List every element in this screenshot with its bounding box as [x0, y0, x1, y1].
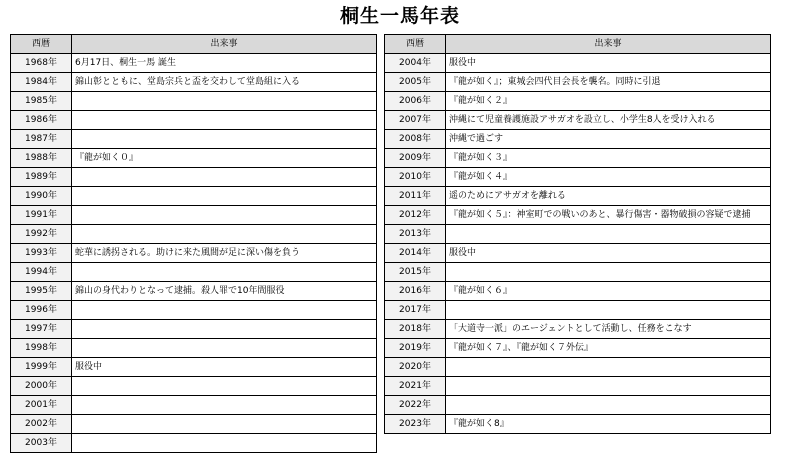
year-cell: 1995年: [11, 282, 72, 301]
event-cell: 『龍が如く8』: [446, 415, 771, 434]
event-cell: [72, 187, 377, 206]
right-header-row: [385, 35, 771, 54]
event-cell: [72, 225, 377, 244]
table-row: [11, 263, 377, 282]
left-timeline-table: [10, 34, 377, 453]
table-row: [11, 206, 377, 225]
event-cell: 錦山彰とともに、堂島宗兵と盃を交わして堂島組に入る: [72, 73, 377, 92]
left-table-body: [11, 54, 377, 453]
year-cell: 2000年: [11, 377, 72, 396]
event-cell: [72, 339, 377, 358]
year-cell: 2005年: [385, 73, 446, 92]
event-cell: 『龍が如く６』: [446, 282, 771, 301]
event-cell: [72, 263, 377, 282]
event-cell: [72, 377, 377, 396]
year-cell: 2016年: [385, 282, 446, 301]
event-cell: [72, 130, 377, 149]
table-row: [11, 149, 377, 168]
year-cell: 2015年: [385, 263, 446, 282]
year-cell: 1996年: [11, 301, 72, 320]
event-cell: 服役中: [446, 54, 771, 73]
event-cell: [446, 301, 771, 320]
event-cell: 『龍が如く５』：神室町での戦いのあと、暴行傷害・器物破損の容疑で逮捕: [446, 206, 771, 225]
table-row: [385, 225, 771, 244]
year-cell: 2004年: [385, 54, 446, 73]
table-row: [11, 244, 377, 263]
year-cell: 2013年: [385, 225, 446, 244]
table-row: [385, 92, 771, 111]
year-cell: 2020年: [385, 358, 446, 377]
year-cell: 2023年: [385, 415, 446, 434]
year-cell: 2002年: [11, 415, 72, 434]
event-cell: 蛇華に誘拐される。助けに来た風間が足に深い傷を負う: [72, 244, 377, 263]
year-cell: 2003年: [11, 434, 72, 453]
year-cell: 2021年: [385, 377, 446, 396]
year-cell: 2017年: [385, 301, 446, 320]
left-table-head: [11, 35, 377, 54]
table-row: [11, 377, 377, 396]
year-cell: 1994年: [11, 263, 72, 282]
table-row: [385, 396, 771, 415]
table-row: [385, 320, 771, 339]
event-cell: [72, 415, 377, 434]
table-row: [11, 282, 377, 301]
right-timeline-table: [384, 34, 771, 434]
event-cell: [446, 263, 771, 282]
year-cell: 1990年: [11, 187, 72, 206]
event-cell: 『龍が如く３』: [446, 149, 771, 168]
table-row: [385, 263, 771, 282]
event-cell: [72, 301, 377, 320]
table-row: [385, 206, 771, 225]
year-cell: 1986年: [11, 111, 72, 130]
table-row: [11, 225, 377, 244]
year-cell: 1968年: [11, 54, 72, 73]
event-cell: 服役中: [72, 358, 377, 377]
table-row: [385, 149, 771, 168]
year-cell: 1984年: [11, 73, 72, 92]
table-row: [385, 54, 771, 73]
table-row: [11, 130, 377, 149]
table-row: [11, 187, 377, 206]
table-row: [11, 396, 377, 415]
table-row: [385, 415, 771, 434]
year-cell: 1998年: [11, 339, 72, 358]
year-cell: 1992年: [11, 225, 72, 244]
table-row: [385, 301, 771, 320]
year-cell: 1997年: [11, 320, 72, 339]
table-row: [11, 339, 377, 358]
event-cell: 「大道寺一派」のエージェントとして活動し、任務をこなす: [446, 320, 771, 339]
event-cell: [72, 111, 377, 130]
event-cell: 錦山の身代わりとなって逮捕。殺人罪で10年間服役: [72, 282, 377, 301]
table-row: [385, 130, 771, 149]
year-cell: 2019年: [385, 339, 446, 358]
event-cell: [72, 396, 377, 415]
event-cell: [72, 320, 377, 339]
table-row: [11, 168, 377, 187]
event-cell: 『龍が如く』；東城会四代目会長を襲名。同時に引退: [446, 73, 771, 92]
event-cell: 『龍が如く２』: [446, 92, 771, 111]
event-cell: [446, 225, 771, 244]
table-row: [385, 168, 771, 187]
table-row: [385, 377, 771, 396]
table-row: [11, 73, 377, 92]
year-cell: 2008年: [385, 130, 446, 149]
event-cell: 沖縄で過ごす: [446, 130, 771, 149]
event-cell: 遥のためにアサガオを離れる: [446, 187, 771, 206]
year-cell: 2009年: [385, 149, 446, 168]
year-cell: 1999年: [11, 358, 72, 377]
table-row: [11, 111, 377, 130]
year-cell: 1987年: [11, 130, 72, 149]
year-cell: 2001年: [11, 396, 72, 415]
table-row: [385, 339, 771, 358]
year-cell: 1993年: [11, 244, 72, 263]
year-cell: 2022年: [385, 396, 446, 415]
year-cell: 2018年: [385, 320, 446, 339]
year-cell: 1988年: [11, 149, 72, 168]
table-row: [385, 358, 771, 377]
event-cell: [446, 358, 771, 377]
event-cell: 『龍が如く４』: [446, 168, 771, 187]
year-cell: 2006年: [385, 92, 446, 111]
year-cell: 2007年: [385, 111, 446, 130]
event-cell: [446, 396, 771, 415]
right-header-event: 出来事: [446, 35, 771, 54]
event-cell: 沖縄にて児童養護施設アサガオを設立し、小学生8人を受け入れる: [446, 111, 771, 130]
table-row: [11, 301, 377, 320]
year-cell: 2014年: [385, 244, 446, 263]
table-row: [385, 282, 771, 301]
year-cell: 2012年: [385, 206, 446, 225]
event-cell: [72, 92, 377, 111]
year-cell: 1991年: [11, 206, 72, 225]
event-cell: 服役中: [446, 244, 771, 263]
timeline-page: [0, 4, 800, 453]
table-row: [11, 434, 377, 453]
year-cell: 2011年: [385, 187, 446, 206]
left-header-row: [11, 35, 377, 54]
right-table-body: [385, 54, 771, 434]
page-title: 桐生一馬年表: [339, 5, 460, 27]
table-row: [11, 320, 377, 339]
event-cell: [446, 377, 771, 396]
event-cell: 『龍が如く０』: [72, 149, 377, 168]
year-cell: 1985年: [11, 92, 72, 111]
event-cell: [72, 206, 377, 225]
event-cell: [72, 168, 377, 187]
table-row: [385, 73, 771, 92]
table-row: [11, 92, 377, 111]
event-cell: 『龍が如く７』、『龍が如く７外伝』: [446, 339, 771, 358]
table-row: [385, 187, 771, 206]
event-cell: [72, 434, 377, 453]
table-row: [385, 244, 771, 263]
left-header-event: 出来事: [72, 35, 377, 54]
table-row: [385, 111, 771, 130]
tables-container: [0, 34, 800, 453]
year-cell: 1989年: [11, 168, 72, 187]
event-cell: 6月17日、桐生一馬 誕生: [72, 54, 377, 73]
right-table-head: [385, 35, 771, 54]
right-header-year: 西暦: [385, 35, 446, 54]
table-row: [11, 415, 377, 434]
table-row: [11, 54, 377, 73]
year-cell: 2010年: [385, 168, 446, 187]
left-header-year: 西暦: [11, 35, 72, 54]
table-row: [11, 358, 377, 377]
